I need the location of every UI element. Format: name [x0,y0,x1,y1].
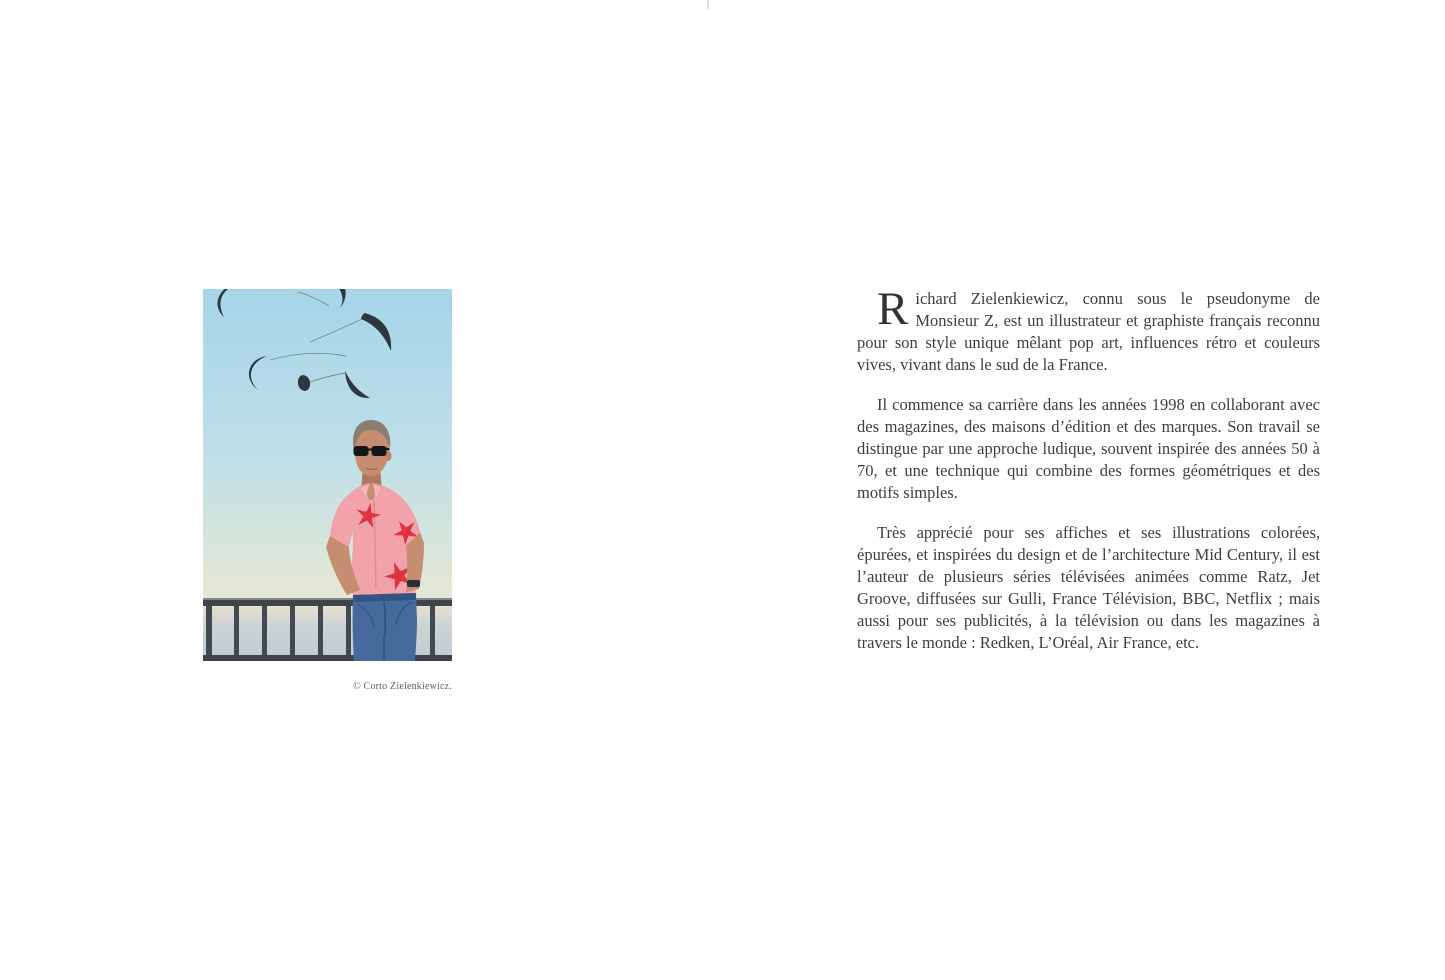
photo-credit: © Corto Zielenkiewicz. [353,681,452,692]
drop-cap: R [877,283,909,335]
bio-paragraph-1 [857,283,1320,376]
bio-paragraph-2: Il commence sa carrière dans les années 1998 en collaborant avec des magazines, des maisons d’édition et des marques. Son travail se distingue par une approche ludique, souvent inspirée des années 50 à 70, et une technique qui combine des formes géométriques et des motifs simples. [857,395,1320,502]
portrait-photo-art [203,289,452,661]
portrait-photo [203,289,452,661]
bio-paragraph-3: Très apprécié pour ses affiches et ses illustrations colorées, épurées, et inspirées du design et de l’architecture Mid Century, il est l’auteur de plusieurs séries télévisées animées comme Ratz, Jet Groove, diffusées sur Gulli, France Télévision, BBC, Netflix ; mais aussi pour ses publicités, à la télévision ou dans les magazines à travers le monde : Redken, L’Oréal, Air France, etc. [857,523,1320,652]
watch [407,580,420,587]
bio-paragraph-1-text: ichard Zielenkiewicz, connu sous le pseudonyme de Monsieur Z, est un illustrateur et graphiste français reconnu pour son style unique mêlant pop art, influences rétro et couleurs vives, vivant dans le sud de la France. [857,289,1320,374]
spine-mark [707,0,709,9]
biography-text [857,283,1320,654]
